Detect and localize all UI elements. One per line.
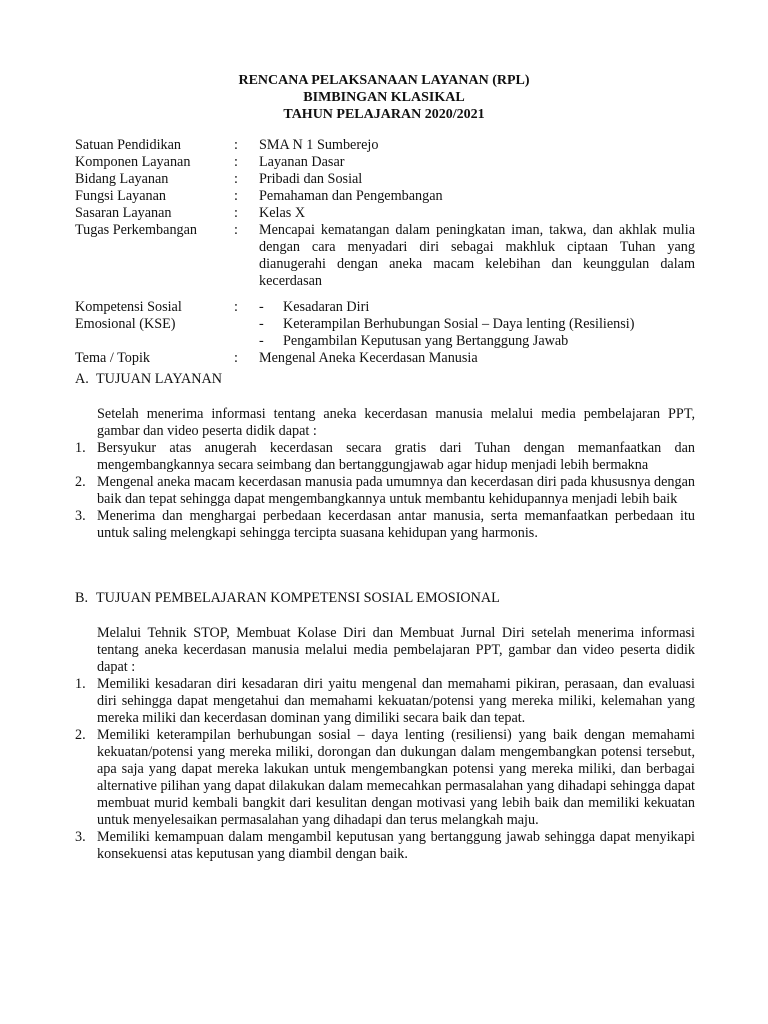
section-letter: A. bbox=[75, 371, 89, 387]
info-label bbox=[75, 299, 233, 333]
info-value: Layanan Dasar bbox=[259, 154, 345, 170]
section-a-intro: Setelah menerima informasi tentang aneka kecerdasan manusia melalui media pembelajaran PPT, gambar dan video peserta didik dapat : bbox=[97, 406, 695, 439]
kse-label-line2: Emosional (KSE) bbox=[75, 316, 176, 332]
info-label: Komponen Layanan bbox=[75, 154, 191, 170]
info-label: Bidang Layanan bbox=[75, 171, 169, 187]
section-title: TUJUAN PEMBELAJARAN KOMPETENSI SOSIAL EMOSIONAL bbox=[96, 590, 500, 606]
info-value: Kelas X bbox=[259, 205, 306, 221]
info-row-kse bbox=[75, 299, 695, 350]
list-number: 3. bbox=[75, 508, 86, 524]
kse-item bbox=[259, 299, 695, 316]
list-item bbox=[75, 727, 695, 829]
list-item bbox=[75, 440, 695, 474]
doc-subtitle: BIMBINGAN KLASIKAL bbox=[303, 90, 465, 105]
list-number: 2. bbox=[75, 474, 86, 490]
info-label: Tema / Topik bbox=[75, 350, 150, 366]
kse-item bbox=[259, 333, 695, 350]
info-value: Pemahaman dan Pengembangan bbox=[259, 188, 443, 204]
list-text: Mengenal aneka macam kecerdasan manusia pada umumnya dan kecerdasan diri pada khususnya dengan baik dan tepat sehingga dapat mengembangkannya untuk membantu kehidupannya menjadi lebih baik bbox=[97, 474, 696, 507]
info-value: Mengenal Aneka Kecerdasan Manusia bbox=[259, 350, 478, 366]
kse-item-text: Keterampilan Berhubungan Sosial – Daya lenting (Resiliensi) bbox=[283, 316, 635, 332]
doc-year: TAHUN PELAJARAN 2020/2021 bbox=[283, 107, 485, 122]
list-text: Memiliki kesadaran diri kesadaran diri yaitu mengenal dan memahami pikiran, perasaan, dan evaluasi diri sehingga dapat mengetahui dan memahami kekuatan/potensi yang mereka miliki, kelemahan yang mereka miliki dan kecerdasan dominan yang dimiliki secara baik dan tepat. bbox=[97, 676, 695, 726]
info-value: SMA N 1 Sumberejo bbox=[259, 137, 379, 153]
list-number: 2. bbox=[75, 727, 86, 743]
section-title: TUJUAN LAYANAN bbox=[96, 371, 222, 387]
info-row bbox=[75, 171, 695, 188]
section-b-heading bbox=[75, 590, 500, 607]
list-number: 1. bbox=[75, 676, 86, 692]
info-label: Sasaran Layanan bbox=[75, 205, 172, 221]
section-a-list bbox=[75, 440, 695, 542]
info-colon: : bbox=[234, 171, 238, 187]
info-colon: : bbox=[234, 299, 238, 315]
list-item bbox=[75, 508, 695, 542]
info-row bbox=[75, 188, 695, 205]
list-text: Memiliki kemampuan dalam mengambil keputusan yang bertanggung jawab sehingga dapat menyikapi konsekuensi atas keputusan yang diambil dengan baik. bbox=[97, 829, 695, 862]
info-colon: : bbox=[234, 188, 238, 204]
section-b-intro: Melalui Tehnik STOP, Membuat Kolase Diri dan Membuat Jurnal Diri setelah menerima informasi tentang aneka kecerdasan manusia melalui media pembelajaran PPT, gambar dan video peserta didik dapat : bbox=[97, 625, 695, 675]
info-colon: : bbox=[234, 137, 238, 153]
info-value: Mencapai kematangan dalam peningkatan iman, takwa, dan akhlak mulia dengan cara menyadari diri sebagai makhluk ciptaan Tuhan yang dianugerahi dengan aneka macam kelebihan dan keunggulan dalam kecerdasan bbox=[259, 222, 695, 289]
info-value: Pribadi dan Sosial bbox=[259, 171, 363, 187]
list-item bbox=[75, 829, 695, 863]
info-row bbox=[75, 205, 695, 222]
list-item bbox=[75, 474, 695, 508]
kse-label-line1: Kompetensi Sosial bbox=[75, 299, 182, 315]
info-row bbox=[75, 154, 695, 171]
info-colon: : bbox=[234, 222, 238, 238]
info-label: Satuan Pendidikan bbox=[75, 137, 181, 153]
info-label: Fungsi Layanan bbox=[75, 188, 167, 204]
doc-title: RENCANA PELAKSANAAN LAYANAN (RPL) bbox=[238, 73, 530, 88]
info-row bbox=[75, 137, 695, 154]
list-number: 1. bbox=[75, 440, 86, 456]
info-row bbox=[75, 222, 695, 290]
kse-item-text: Pengambilan Keputusan yang Bertanggung Jawab bbox=[283, 333, 569, 349]
info-label: Tugas Perkembangan bbox=[75, 222, 198, 238]
list-item bbox=[75, 676, 695, 727]
info-colon: : bbox=[234, 205, 238, 221]
list-number: 3. bbox=[75, 829, 86, 845]
info-table bbox=[75, 137, 695, 367]
dash-bullet: - bbox=[259, 299, 264, 315]
info-colon: : bbox=[234, 154, 238, 170]
dash-bullet: - bbox=[259, 316, 264, 332]
dash-bullet: - bbox=[259, 333, 264, 349]
kse-item-text: Kesadaran Diri bbox=[283, 299, 370, 315]
section-b-list bbox=[75, 676, 695, 863]
section-letter: B. bbox=[75, 590, 89, 606]
list-text: Memiliki keterampilan berhubungan sosial – daya lenting (resiliensi) yang baik dengan memahami kekuatan/potensi yang mereka miliki, dorongan dan dukungan dalam mengembangkan potensi tersebut, apa saja yang dapat mereka lakukan untuk mengembangkan potensi yang mereka miliki, dan berbagai alternative pilihan yang dapat dilakukan dalam memecahkan permasalahan yang dihadapi sehingga dapat membuat murid kembali bangkit dari kesulitan dengan motivasi yang lebih baik dan memiliki kekuatan untuk menyelesaikan permasalahan yang dihadapi dan terus melangkah maju. bbox=[97, 727, 695, 828]
list-text: Bersyukur atas anugerah kecerdasan secara gratis dari Tuhan dengan memanfaatkan dan mengembangkannya secara seimbang dan bertanggungjawab agar hidup menjadi lebih bermakna bbox=[97, 440, 695, 473]
section-a-heading bbox=[75, 371, 222, 388]
info-colon: : bbox=[234, 350, 238, 366]
list-text: Menerima dan menghargai perbedaan kecerdasan antar manusia, serta memanfaatkan perbedaan itu untuk saling melengkapi sehingga tercipta suasana kehidupan yang harmonis. bbox=[97, 508, 695, 541]
info-row bbox=[75, 350, 695, 367]
kse-list bbox=[259, 299, 695, 350]
kse-item bbox=[259, 316, 695, 333]
